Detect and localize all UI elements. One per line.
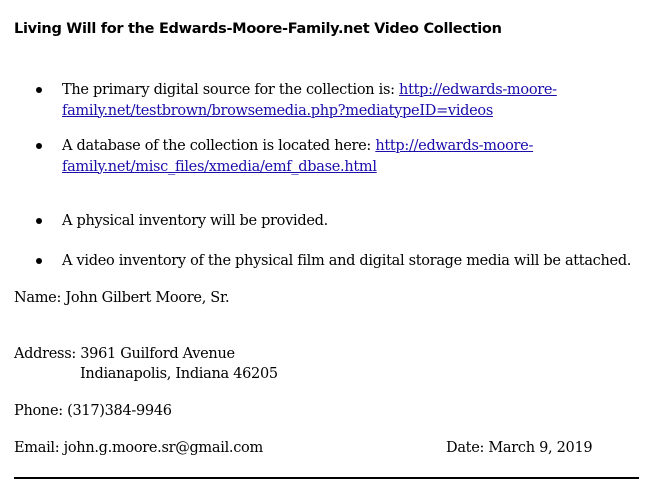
bullet-text	[62, 80, 622, 121]
phone-line: Phone: (317)384-9946	[14, 403, 172, 419]
bullet-label: A video inventory of the physical film and digital storage media will be attached.	[62, 253, 632, 269]
email-line: Email: john.g.moore.sr@gmail.com	[14, 440, 263, 456]
bullet-dot-icon	[36, 258, 42, 264]
date-line: Date: March 9, 2019	[446, 440, 593, 456]
bullet-label: A database of the collection is located here:	[62, 138, 376, 154]
bottom-divider	[14, 477, 639, 479]
bullet-text	[62, 251, 631, 272]
bullet-text	[62, 211, 328, 232]
bullet-dot-icon	[36, 143, 42, 149]
database-link-part2[interactable]: family.net/misc_files/xmedia/emf_dbase.html	[62, 158, 377, 175]
address-line-2: Indianapolis, Indiana 46205	[80, 366, 278, 382]
document-title: Living Will for the Edwards-Moore-Family.net Video Collection	[14, 21, 502, 37]
primary-source-link-part2[interactable]: family.net/testbrown/browsemedia.php?mediatypeID=videos	[62, 102, 493, 119]
bullet-label: A physical inventory will be provided.	[62, 213, 328, 229]
name-line: Name: John Gilbert Moore, Sr.	[14, 290, 230, 306]
address-line-1: Address: 3961 Guilford Avenue	[14, 346, 235, 362]
bullet-label: The primary digital source for the collection is:	[62, 82, 400, 98]
primary-source-link-part1[interactable]: http://edwards-moore-	[399, 82, 557, 98]
bullet-dot-icon	[36, 87, 42, 93]
bullet-dot-icon	[36, 218, 42, 224]
database-link-part1[interactable]: http://edwards-moore-	[375, 138, 534, 154]
bullet-text	[62, 136, 622, 177]
